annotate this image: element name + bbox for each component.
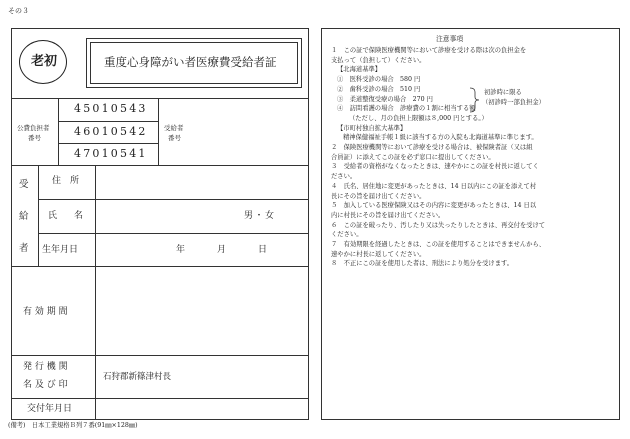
issuer-label-1: 発 行 機 関 <box>23 362 68 372</box>
note-line: （ただし、月の負担上限額は８,000 円とする。） <box>349 114 488 122</box>
note-line: ７ 有効期限を経過したときは、この証を使用することはできませんから、 <box>331 241 546 249</box>
section-char-2: 給 <box>19 211 29 222</box>
note-line: ４ 氏名、居住地に変更があったときは、14 日以内にこの証を添えて村 <box>331 182 537 190</box>
note-line: ③ 柔道整復受療の場合 270 円 <box>337 95 433 103</box>
brace-note-2: （初診時一部負担金） <box>482 99 545 106</box>
stamp-text: 老初 <box>31 54 58 69</box>
issuer-value: 石狩郡新篠津村長 <box>103 372 172 382</box>
insurer-number-3: 47010541 <box>74 147 148 160</box>
address-label: 住 所 <box>52 176 80 186</box>
insurer-label-2: 番号 <box>28 134 41 142</box>
recipient-label-1: 受給者 <box>164 124 184 132</box>
note-line: ６ この証を破ったり、汚したり又は失ったりしたときは、再交付を受けて <box>331 221 546 229</box>
notes-body <box>331 46 611 269</box>
note-line: ３ 受給者の資格がなくなったときは、速やかにこの証を村長に返してく <box>331 163 539 171</box>
note-line: ださい。 <box>331 173 357 181</box>
note-line: 【北海道基準】 <box>337 66 382 74</box>
note-line: ① 医科受診の場合 580 円 <box>337 76 421 84</box>
insurer-number-1: 45010543 <box>74 102 148 115</box>
note-line: １ この証で保険医療機関等において診療を受ける際は次の負担金を <box>331 47 527 54</box>
brace-note-1: 初診時に限る <box>484 89 522 96</box>
form-label: その３ <box>8 7 29 15</box>
birth-year-unit: 年 <box>176 245 186 255</box>
note-line: 【市町村独自拡大基準】 <box>337 124 407 132</box>
brace-icon <box>468 87 482 113</box>
footnote: (備考) 日本工業規格Ｂ列７番(91㎜×128㎜) <box>8 422 138 429</box>
birth-day-unit: 日 <box>258 245 268 255</box>
sex-options: 男・女 <box>244 211 276 221</box>
note-line: ください。 <box>331 231 363 239</box>
note-line: ② 歯科受診の場合 510 円 <box>337 85 421 93</box>
note-line: ２ 保険医療機関等において診療を受ける場合は、被保険者証（又は組 <box>331 144 533 152</box>
issue-date-label: 交付年月日 <box>27 404 73 414</box>
insurer-number-2: 46010542 <box>74 125 148 138</box>
notes-title: 注意事項 <box>436 35 464 43</box>
section-char-1: 受 <box>19 179 29 190</box>
issuer-label-2: 名 及 び 印 <box>23 380 68 390</box>
note-line: 精神保健福祉手帳１級に該当する方の入院も北海道基準に準じます。 <box>343 134 538 142</box>
recipient-label-2: 番号 <box>168 134 181 142</box>
section-char-3: 者 <box>19 243 29 254</box>
note-line: 内に村長にその旨を届け出てください。 <box>331 211 445 219</box>
note-line: ５ 加入している医療保険又はその内容に変更があったときは、14 日以 <box>331 202 537 210</box>
validity-label: 有 効 期 間 <box>23 307 68 317</box>
note-line: ④ 訪問看護の場合 診療費の１割に相当する額 <box>337 105 476 113</box>
birth-month-unit: 月 <box>217 245 227 255</box>
name-label: 氏 名 <box>48 211 88 221</box>
note-line: ８ 不正にこの証を使用した者は、刑法により処分を受けます。 <box>331 260 514 268</box>
note-line: 速やかに村長に返してください。 <box>331 250 426 258</box>
note-line: 長にその旨を届け出てください。 <box>331 192 426 200</box>
note-line: 合員証）に添えてこの証を必ず窓口に提出してください。 <box>331 153 495 161</box>
card-title: 重度心身障がい者医療費受給者証 <box>104 55 277 69</box>
insurer-label-1: 公費負担者 <box>17 124 50 132</box>
birth-label: 生年月日 <box>42 245 79 255</box>
note-line: 支払って（負担して）ください。 <box>331 56 426 64</box>
